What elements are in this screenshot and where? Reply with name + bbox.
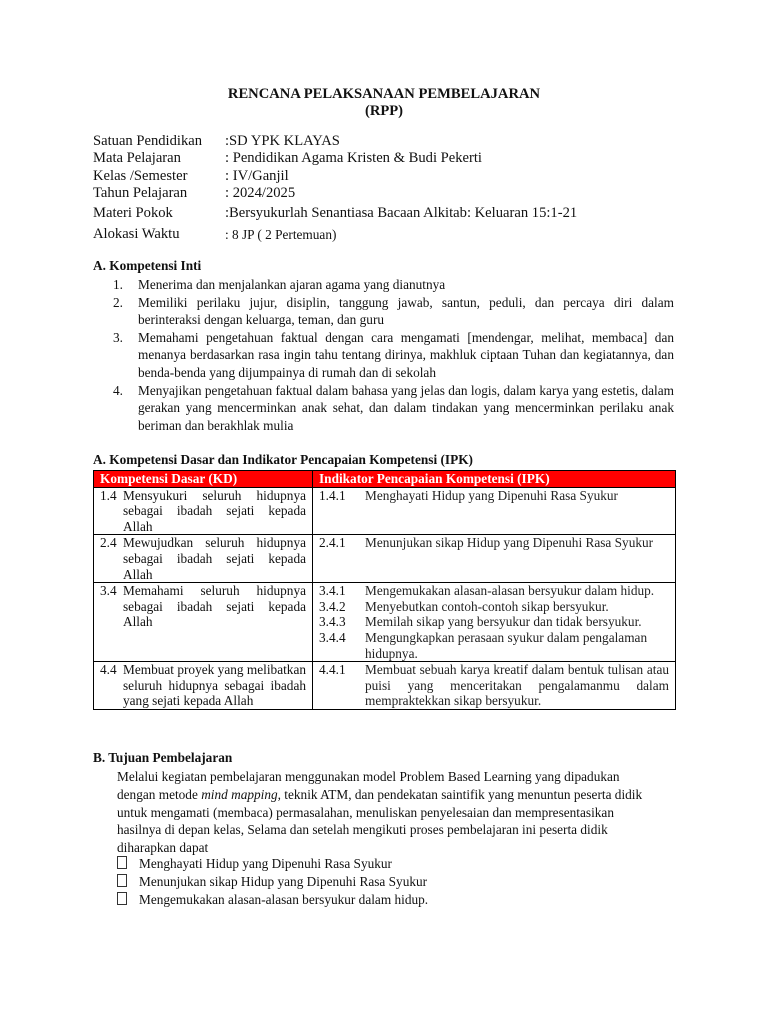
ipk-number: 3.4.4: [319, 629, 346, 645]
checkbox-bullet-icon: [117, 892, 127, 905]
info-label: Alokasi Waktu: [93, 225, 180, 242]
ipk-number: 2.4.1: [319, 535, 346, 551]
list-item: [113, 294, 674, 329]
info-value: : Pendidikan Agama Kristen & Budi Pekerti: [225, 150, 482, 167]
list-number: 1.: [113, 277, 123, 292]
list-number: 4.: [113, 382, 123, 398]
info-value: :Bersyukurlah Senantiasa Bacaan Alkitab: Keluaran 15:1-21: [225, 204, 578, 221]
ipk-text: Menghayati Hidup yang Dipenuhi Rasa Syukur: [365, 487, 618, 503]
list-text: Memiliki perilaku jujur, disiplin, tanggung jawab, santun, peduli, dan percaya diri dalam berinteraksi dengan keluarga, teman, dan guru: [138, 294, 674, 328]
list-text: Memahami pengetahuan faktual dengan cara mengamati [mendengar, melihat, membaca] dan menanya berdasarkan rasa ingin tahu tentang dirinya, makhluk ciptaan Tuhan dan kegiatannya, dan benda-benda yang dijumpainya di rumah dan di sekolah: [138, 329, 674, 380]
kd-cell: [94, 535, 313, 583]
ipk-cell: [313, 662, 676, 710]
info-label: Mata Pelajaran: [93, 150, 181, 167]
table-header-row: [94, 471, 676, 488]
kd-ipk-table: [93, 470, 676, 710]
section-heading-tujuan: B. Tujuan Pembelajaran: [93, 750, 233, 765]
checkbox-bullet-icon: [117, 856, 127, 869]
list-number: 3.: [113, 329, 123, 345]
list-number: 2.: [113, 294, 123, 310]
kd-number: 2.4: [100, 535, 117, 551]
ipk-number: 1.4.1: [319, 487, 346, 503]
title-line-1: RENCANA PELAKSANAAN PEMBELAJARAN: [227, 86, 541, 102]
ipk-text: Mengungkapkan perasaan syukur dalam pengalaman hidupnya.: [365, 629, 648, 661]
info-value: :SD YPK KLAYAS: [225, 133, 340, 149]
column-header-ipk: Indikator Pencapaian Kompetensi (IPK): [313, 471, 676, 488]
ipk-number: 3.4.1: [319, 583, 346, 599]
ipk-text: Menunjukan sikap Hidup yang Dipenuhi Rasa Syukur: [365, 535, 654, 551]
info-value: : IV/Ganjil: [225, 167, 289, 184]
ipk-number: 3.4.3: [319, 614, 346, 630]
checkbox-bullet-icon: [117, 874, 127, 887]
table-row: [94, 487, 676, 535]
table-row: [94, 535, 676, 583]
kd-text: Membuat proyek yang melibatkan seluruh hidupnya sebagai ibadah yang sejati kepada Allah: [123, 662, 306, 709]
bullet-text: Menghayati Hidup yang Dipenuhi Rasa Syukur: [139, 856, 392, 871]
ipk-cell: [313, 583, 676, 662]
kd-cell: [94, 583, 313, 662]
ipk-number: 4.4.1: [319, 662, 346, 678]
tujuan-text-italic: mind mapping,: [201, 786, 281, 802]
table-row: [94, 583, 676, 662]
tujuan-paragraph: [117, 768, 657, 857]
list-text: Menyajikan pengetahuan faktual dalam bahasa yang jelas dan logis, dalam karya yang estetis, dalam gerakan yang mencerminkan anak sehat, dan dalam tindakan yang mencerminkan perilaku anak beriman dan berakhlak mulia: [138, 382, 674, 433]
document-title: [0, 86, 768, 120]
ipk-number: 3.4.2: [319, 598, 346, 614]
ki-list: [113, 276, 674, 434]
kd-number: 3.4: [100, 583, 117, 599]
section-heading-ki: A. Kompetensi Inti: [93, 258, 202, 273]
kd-cell: [94, 487, 313, 535]
list-text: Menerima dan menjalankan ajaran agama yang dianutnya: [138, 277, 446, 292]
ipk-text: Membuat sebuah karya kreatif dalam bentuk tulisan atau puisi yang menceritakan pengalamanmu dalam mempraktekkan sikap bersyukur.: [365, 662, 669, 709]
info-value: : 2024/2025: [225, 185, 296, 202]
section-heading-kd: A. Kompetensi Dasar dan Indikator Pencapaian Kompetensi (IPK): [93, 452, 473, 467]
kd-number: 1.4: [100, 487, 117, 503]
column-header-kd: Kompetensi Dasar (KD): [94, 471, 313, 488]
info-label: Satuan Pendidikan: [93, 133, 203, 149]
list-item: [113, 276, 674, 294]
bullet-item: [117, 873, 427, 891]
info-label: Materi Pokok: [93, 204, 173, 221]
info-label: Kelas /Semester: [93, 167, 188, 184]
table-row: [94, 662, 676, 710]
tujuan-text-1: Melalui kegiatan pembelajaran menggunakan model Problem Based Learning yang dipadukan dengan metode: [117, 769, 620, 802]
kd-text: Memahami seluruh hidupnya sebagai ibadah sejati kepada Allah: [123, 583, 306, 630]
ipk-cell: [313, 487, 676, 535]
bullet-text: Mengemukakan alasan-alasan bersyukur dalam hidup.: [139, 892, 429, 907]
bullet-text: Menunjukan sikap Hidup yang Dipenuhi Rasa Syukur: [139, 874, 428, 889]
bullet-item: [117, 891, 428, 909]
list-item: [113, 329, 674, 382]
kd-number: 4.4: [100, 662, 117, 678]
ipk-cell: [313, 535, 676, 583]
bullet-item: [117, 855, 392, 873]
title-line-2: (RPP): [364, 103, 404, 119]
ipk-text: Memilah sikap yang bersyukur dan tidak bersyukur.: [365, 614, 642, 630]
tujuan-text-2: teknik ATM, dan pendekatan saintifik yang menuntun peserta didik untuk mengamati (membaca) permasalahan, menuliskan penyelesaian dan mempresentasikan hasilnya di depan kelas, Selama dan setelah mengikuti proses pembelajaran ini peserta didik diharapkan dapat: [117, 786, 643, 856]
ipk-text: Menyebutkan contoh-contoh sikap bersyukur.: [365, 598, 609, 614]
ipk-text: Mengemukakan alasan-alasan bersyukur dalam hidup.: [365, 583, 655, 599]
kd-cell: [94, 662, 313, 710]
info-value: : 8 JP ( 2 Pertemuan): [225, 226, 337, 242]
list-item: [113, 382, 674, 435]
kd-text: Mewujudkan seluruh hidupnya sebagai ibadah sejati kepada Allah: [123, 535, 306, 582]
kd-text: Mensyukuri seluruh hidupnya sebagai ibadah sejati kepada Allah: [123, 487, 306, 534]
info-label: Tahun Pelajaran: [93, 185, 188, 202]
